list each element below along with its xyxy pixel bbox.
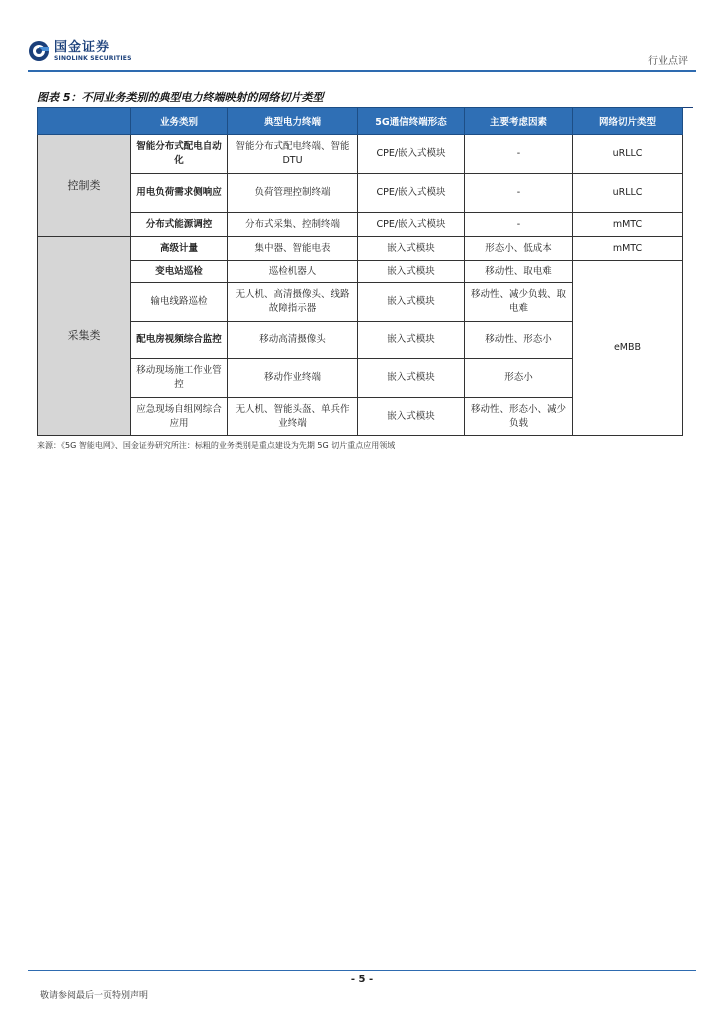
table-row [38, 237, 683, 261]
header-category: 业务类别 [131, 108, 228, 135]
category-cell: 高级计量 [131, 237, 228, 261]
terminal-cell: 移动作业终端 [228, 359, 358, 398]
form-cell: CPE/嵌入式模块 [358, 174, 465, 213]
logo-english-name: SINOLINK SECURITIES [54, 54, 132, 62]
figure-title-block [37, 89, 693, 108]
category-cell: 输电线路巡检 [131, 283, 228, 322]
form-cell: CPE/嵌入式模块 [358, 135, 465, 174]
header-factor: 主要考虑因素 [465, 108, 573, 135]
group-collection: 采集类 [38, 237, 131, 436]
category-cell: 移动现场施工作业管控 [131, 359, 228, 398]
slice-cell: uRLLC [573, 174, 683, 213]
header-form: 5G通信终端形态 [358, 108, 465, 135]
header-terminal: 典型电力终端 [228, 108, 358, 135]
form-cell: 嵌入式模块 [358, 322, 465, 359]
category-cell: 分布式能源调控 [131, 213, 228, 237]
table-row [38, 174, 683, 213]
terminal-cell: 巡检机器人 [228, 261, 358, 283]
slice-cell: uRLLC [573, 135, 683, 174]
factor-cell: - [465, 135, 573, 174]
figure-title: 图表 5：不同业务类别的典型电力终端映射的网络切片类型 [37, 91, 324, 104]
terminal-cell: 移动高清摄像头 [228, 322, 358, 359]
terminal-cell: 智能分布式配电终端、智能 DTU [228, 135, 358, 174]
factor-cell: - [465, 213, 573, 237]
slice-cell: mMTC [573, 213, 683, 237]
terminal-cell: 分布式采集、控制终端 [228, 213, 358, 237]
source-note: 来源：《5G 智能电网》、国金证券研究所注：标粗的业务类别是重点建设为先期 5G 切片重点应用领域 [37, 441, 396, 450]
table-header-row [38, 108, 683, 135]
factor-cell: 移动性、取电难 [465, 261, 573, 283]
report-type-label: 行业点评 [648, 56, 688, 67]
terminal-cell: 无人机、高清摄像头、线路故障指示器 [228, 283, 358, 322]
logo-chinese-name: 国金证券 [54, 39, 111, 55]
form-cell: CPE/嵌入式模块 [358, 213, 465, 237]
category-cell: 用电负荷需求侧响应 [131, 174, 228, 213]
table-row [38, 135, 683, 174]
form-cell: 嵌入式模块 [358, 398, 465, 436]
category-cell: 变电站巡检 [131, 261, 228, 283]
company-logo [28, 40, 132, 62]
disclaimer-note: 敬请参阅最后一页特别声明 [40, 991, 149, 1001]
category-cell: 应急现场自组网综合应用 [131, 398, 228, 436]
form-cell: 嵌入式模块 [358, 237, 465, 261]
slice-cell-merged: eMBB [573, 261, 683, 436]
header-group [38, 108, 131, 135]
form-cell: 嵌入式模块 [358, 283, 465, 322]
factor-cell: 形态小、低成本 [465, 237, 573, 261]
category-cell: 智能分布式配电自动化 [131, 135, 228, 174]
factor-cell: - [465, 174, 573, 213]
logo-icon [28, 40, 50, 62]
factor-cell: 移动性、形态小、减少负载 [465, 398, 573, 436]
header-slice: 网络切片类型 [573, 108, 683, 135]
form-cell: 嵌入式模块 [358, 261, 465, 283]
page-number: - 5 - [350, 974, 374, 985]
footer-divider [28, 970, 696, 971]
table-row [38, 261, 683, 283]
factor-cell: 移动性、形态小 [465, 322, 573, 359]
slice-cell: mMTC [573, 237, 683, 261]
factor-cell: 移动性、减少负载、取电难 [465, 283, 573, 322]
slice-type-table [37, 107, 683, 436]
page-header [28, 40, 696, 72]
category-cell: 配电房视频综合监控 [131, 322, 228, 359]
form-cell: 嵌入式模块 [358, 359, 465, 398]
terminal-cell: 无人机、智能头盔、单兵作业终端 [228, 398, 358, 436]
factor-cell: 形态小 [465, 359, 573, 398]
group-control: 控制类 [38, 135, 131, 237]
terminal-cell: 负荷管理控制终端 [228, 174, 358, 213]
terminal-cell: 集中器、智能电表 [228, 237, 358, 261]
header-divider [28, 70, 696, 72]
table-row [38, 213, 683, 237]
